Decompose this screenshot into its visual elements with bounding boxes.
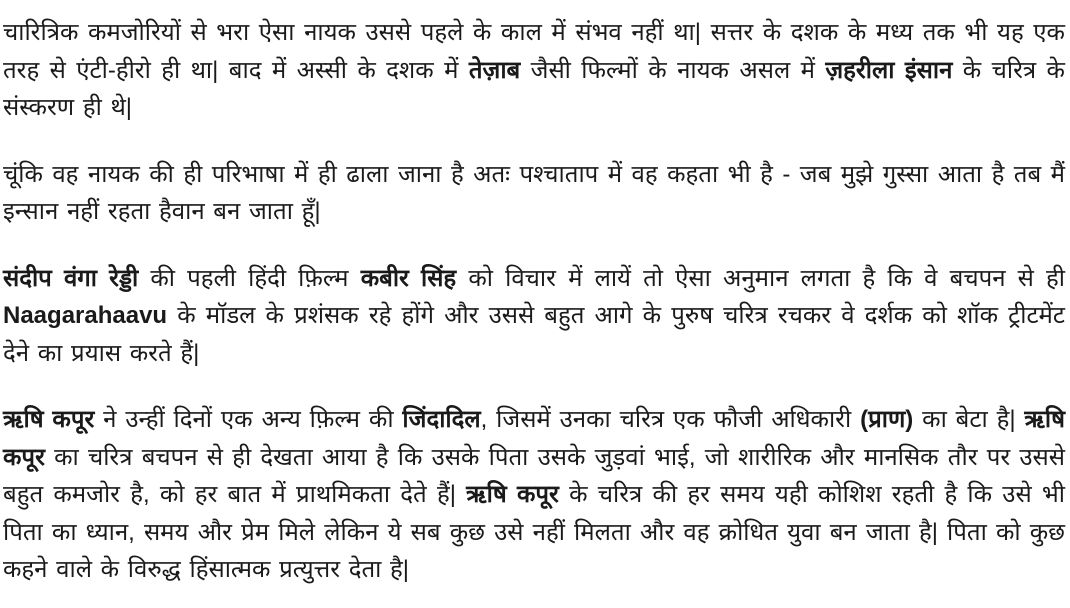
text-run-bold: जिंदादिल [402, 406, 481, 433]
text-run: के मॉडल के प्रशंसक रहे होंगे और उससे बहुत आगे के पुरुष चरित्र रचकर वे दर्शक को शॉक ट्रीटमेंट देने का प्रयास करते हैं| [3, 302, 1065, 367]
text-run-bold: Naagarahaavu [3, 302, 168, 329]
paragraph-2 [3, 156, 1065, 231]
text-run: को विचार में लायें तो ऐसा अनुमान लगता है कि वे बचपन से ही [456, 264, 1065, 292]
text-run: चूंकि वह नायक की ही परिभाषा में ही ढाला जाना है अतः पश्चाताप में वह कहता भी है - जब मुझे गुस्सा आता है तब मैं इन्सान नहीं रहता हैवान बन जाता हूँ| [3, 160, 1065, 225]
text-run-bold: ऋषि कपूर [3, 406, 95, 433]
paragraph-4 [3, 401, 1065, 589]
text-run: के चरित्र की हर समय यही कोशिश रहती है कि उसे भी पिता का ध्यान, समय और प्रेम मिले लेकिन ये सब कुछ उसे नहीं मिलता और वह क्रोधित युवा बन जाता है| पिता को कुछ कहने वाले के विरुद्ध हिंसात्मक प्रत्युत्तर देता है| [3, 481, 1066, 583]
text-run: के चरित्र के संस्करण ही थे| [3, 56, 1065, 121]
paragraph-1 [3, 14, 1065, 127]
text-run-bold: तेज़ाब [468, 56, 521, 84]
text-run: , जिसमें उनका चरित्र एक फौजी अधिकारी [480, 406, 861, 433]
text-run-bold: कबीर सिंह [360, 264, 457, 292]
text-run: चारित्रिक कमजोरियों से भरा ऐसा नायक उससे पहले के काल में संभव नहीं था| सत्तर के दशक के मध्य तक भी यह एक तरह से एंटी-हीरो ही था| बाद में अस्सी के दशक में [3, 19, 1065, 84]
text-run-bold: ज़हरीला इंसान [825, 56, 953, 84]
text-run-bold: ऋषि कपूर [3, 406, 1065, 471]
text-run: का चरित्र बचपन से ही देखता आया है कि उसके पिता उसके जुड़वां भाई, जो शारीरिक और मानसिक तौर पर उससे बहुत कमजोर है, को हर बात में प्राथमिकता देते हैं| [3, 443, 1065, 508]
text-run: ने उन्हीं दिनों एक अन्य फ़िल्म की [94, 406, 403, 433]
paragraph-3 [3, 260, 1065, 373]
text-run-bold: (प्राण) [860, 406, 914, 433]
text-run-bold: ऋषि कपूर [466, 481, 559, 508]
text-run: का बेटा है| [913, 406, 1025, 433]
text-run: की पहली हिंदी फ़िल्म [138, 264, 361, 292]
text-run-bold: संदीप वंगा रेड्डी [3, 264, 139, 292]
text-run: जैसी फिल्मों के नायक असल में [520, 56, 826, 84]
